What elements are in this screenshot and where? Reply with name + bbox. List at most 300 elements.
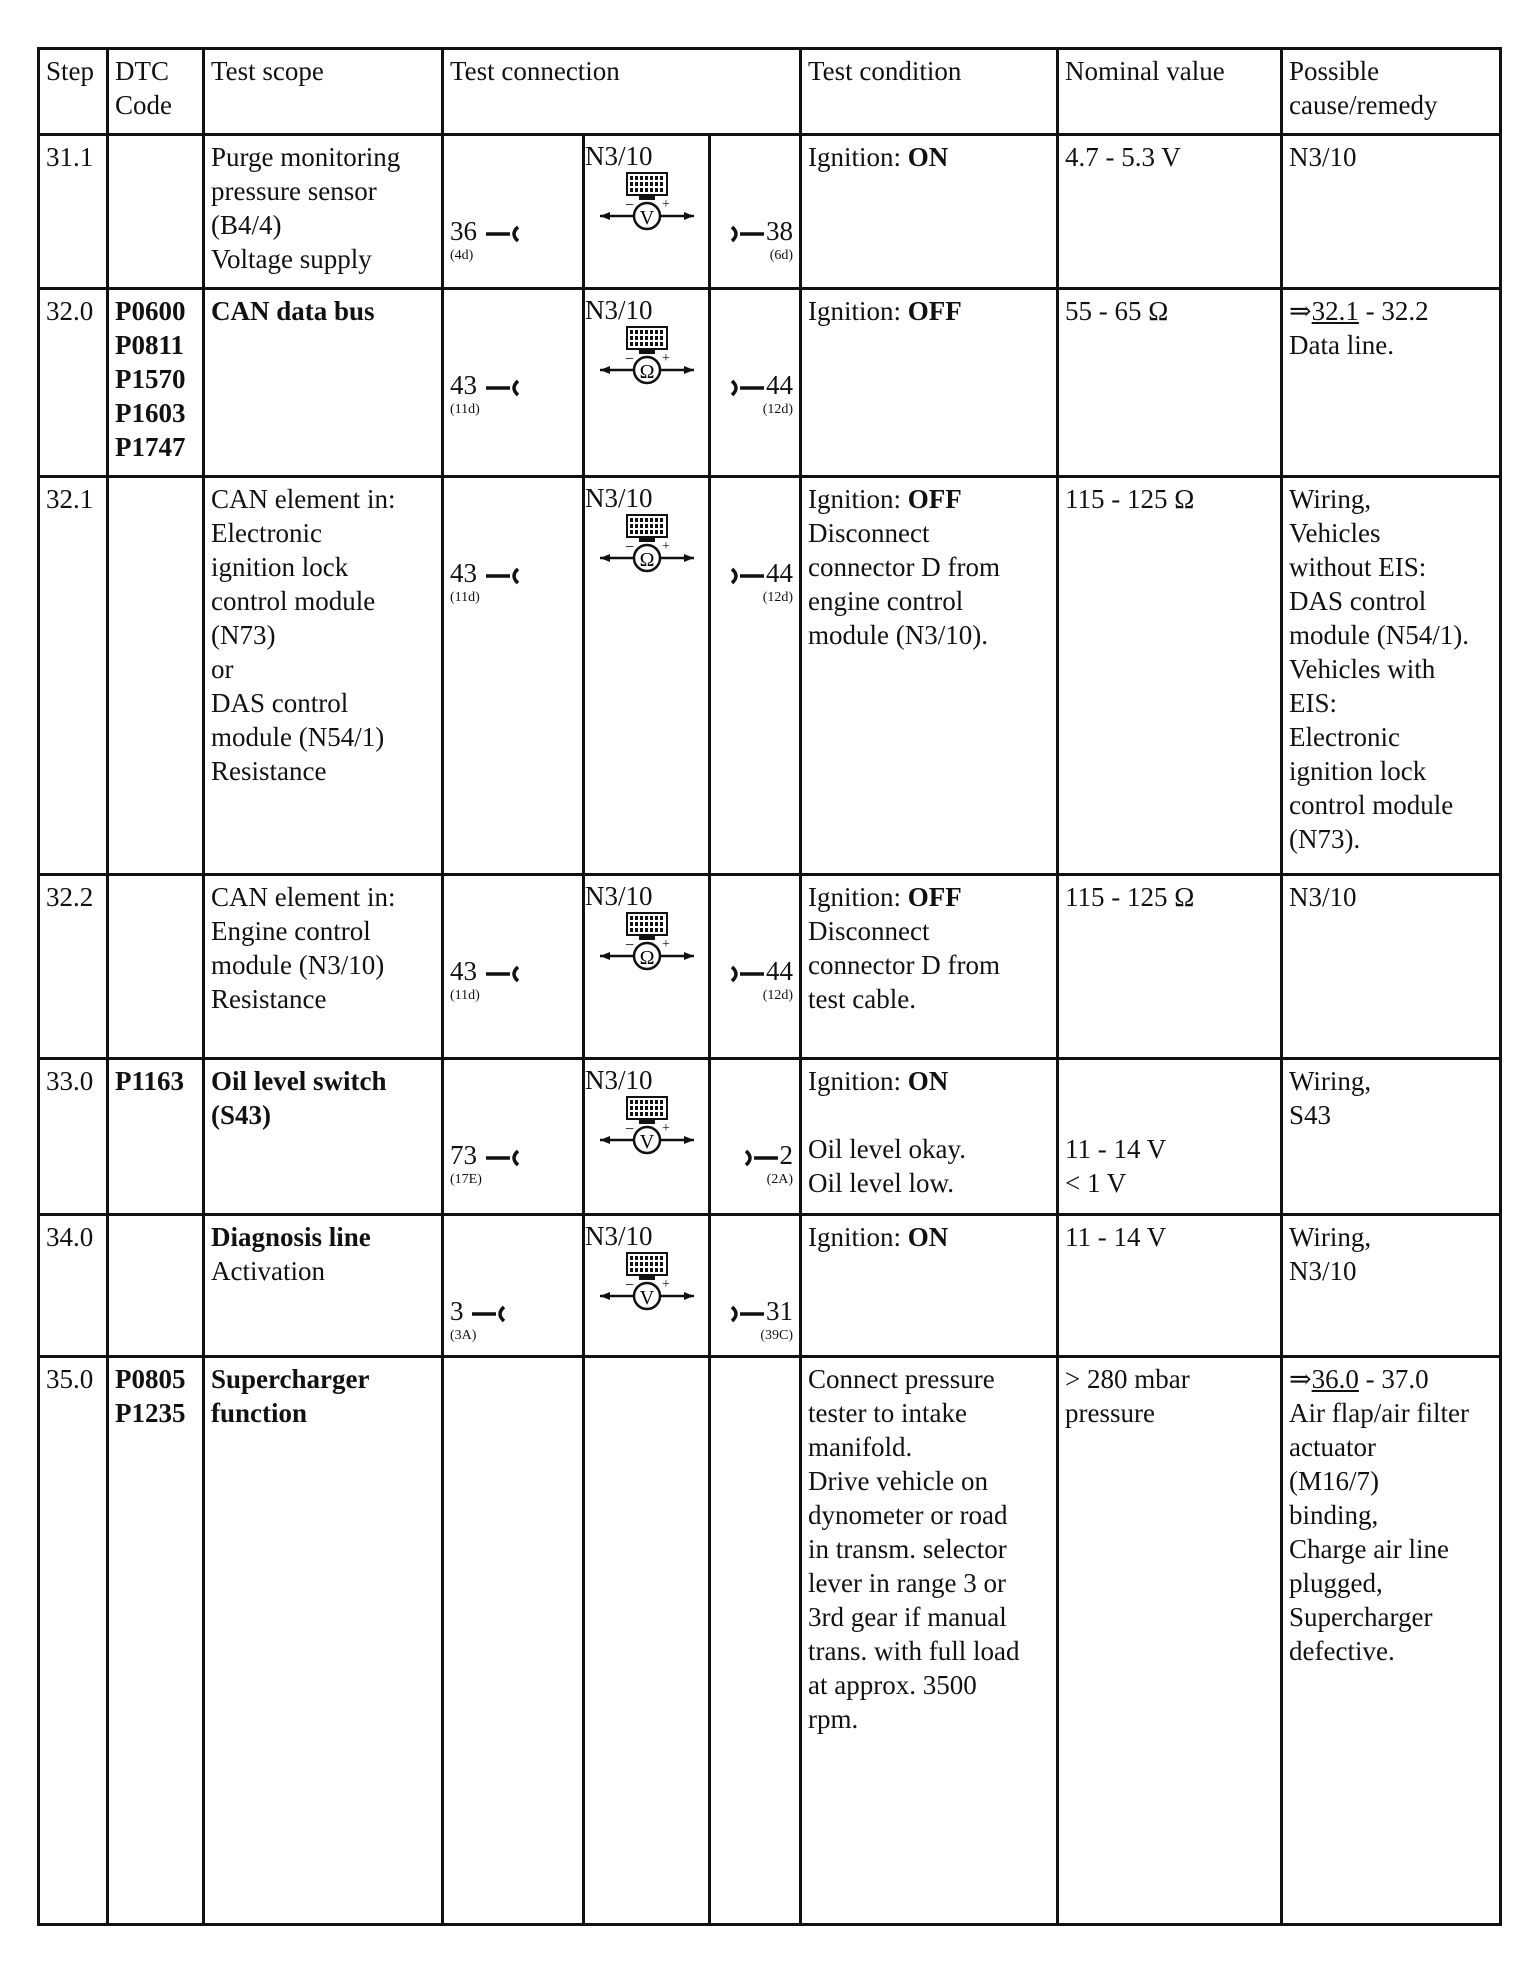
connection-left-pin-cell <box>443 1215 584 1357</box>
dtc-code: P0600 <box>115 296 186 326</box>
meter-symbol: Ω <box>639 361 654 383</box>
test-condition-line <box>808 880 1050 914</box>
test-condition-line <box>808 584 1050 618</box>
left-pin-number: 73 <box>450 1140 484 1170</box>
svg-text:−: − <box>624 539 634 556</box>
connection-right-pin-cell <box>710 1215 801 1357</box>
test-condition-line <box>808 948 1050 982</box>
cause-segment: without EIS: <box>1289 552 1427 582</box>
possible-cause-cell <box>1282 1215 1501 1357</box>
test-lead-plug-icon <box>484 1148 522 1168</box>
condition-segment: Oil level okay. <box>808 1134 966 1164</box>
test-lead-plug-icon <box>484 224 522 244</box>
possible-cause-cell <box>1282 1059 1501 1215</box>
cause-segment: Air flap/air filter <box>1289 1398 1469 1428</box>
possible-cause-line <box>1289 482 1493 516</box>
control-module-meter-icon <box>592 1252 702 1314</box>
right-pin <box>728 214 793 264</box>
connection-left-pin-cell <box>443 1357 584 1925</box>
cause-segment: - 37.0 <box>1358 1364 1429 1394</box>
test-scope-line: Resistance <box>211 984 327 1014</box>
right-pin-number: 38 <box>766 216 794 246</box>
cause-segment: (N73). <box>1289 824 1361 854</box>
possible-cause-line <box>1289 1430 1493 1464</box>
test-condition-line <box>808 1532 1050 1566</box>
possible-cause-line <box>1289 1532 1493 1566</box>
left-pin <box>450 556 522 606</box>
right-pin-number: 2 <box>779 1140 794 1170</box>
possible-cause-line <box>1289 1464 1493 1498</box>
possible-cause-line <box>1289 1600 1493 1634</box>
module-label: N3/10 <box>585 483 653 513</box>
connection-module-cell <box>584 875 710 1059</box>
possible-cause-line <box>1289 1396 1493 1430</box>
meter-symbol: Ω <box>639 549 654 571</box>
test-scope-line: Voltage supply <box>211 244 372 274</box>
cause-segment: Wiring, <box>1289 1222 1372 1252</box>
possible-cause-line <box>1289 1566 1493 1600</box>
dtc-code: P1235 <box>115 1398 186 1428</box>
cause-segment: Vehicles <box>1289 518 1381 548</box>
nominal-value-line: 4.7 - 5.3 V <box>1065 142 1181 172</box>
cause-segment: plugged, <box>1289 1568 1383 1598</box>
left-pin-number: 43 <box>450 370 484 400</box>
meter-symbol: V <box>639 1287 654 1309</box>
header-nominal-value: Nominal value <box>1058 49 1282 135</box>
cause-segment: Electronic <box>1289 722 1400 752</box>
test-scope-line: CAN element in: <box>211 484 396 514</box>
connection-right-pin-cell <box>710 875 801 1059</box>
nominal-value-line: 11 - 14 V <box>1065 1222 1167 1252</box>
test-scope-line: Activation <box>211 1256 325 1286</box>
condition-segment: at approx. 3500 <box>808 1670 977 1700</box>
condition-segment: Ignition: <box>808 1222 908 1252</box>
right-pin-number: 31 <box>766 1296 794 1326</box>
step-cell: 33.0 <box>39 1059 108 1215</box>
cause-segment: ⇒ <box>1289 296 1312 326</box>
dtc-code: P1747 <box>115 432 186 462</box>
connection-right-pin-cell <box>710 1059 801 1215</box>
control-module-meter-icon <box>592 514 702 576</box>
test-condition-line <box>808 1702 1050 1736</box>
condition-segment: connector D from <box>808 950 1000 980</box>
test-scope-line: Diagnosis line <box>211 1222 371 1252</box>
cause-segment: Wiring, <box>1289 1066 1372 1096</box>
nominal-value-cell <box>1058 289 1282 477</box>
possible-cause-line <box>1289 754 1493 788</box>
connection-module-cell <box>584 1059 710 1215</box>
svg-text:−: − <box>624 937 634 954</box>
svg-text:−: − <box>624 351 634 368</box>
condition-segment: manifold. <box>808 1432 913 1462</box>
test-condition-cell <box>801 1357 1058 1925</box>
header-row <box>39 49 1501 135</box>
header-test-scope: Test scope <box>204 49 443 135</box>
test-lead-plug-icon <box>470 1304 508 1324</box>
test-scope-line: DAS control <box>211 688 349 718</box>
left-pin-socket: (17E) <box>450 1172 482 1187</box>
connection-module-cell <box>584 135 710 289</box>
test-condition-line <box>808 1464 1050 1498</box>
test-scope-line: (B4/4) <box>211 210 282 240</box>
condition-segment: OFF <box>907 882 962 912</box>
nominal-value-line <box>1065 1098 1274 1132</box>
dtc-cell <box>108 1059 204 1215</box>
right-pin <box>728 954 793 1004</box>
meter-symbol: V <box>639 1131 654 1153</box>
condition-segment: Connect pressure <box>808 1364 995 1394</box>
possible-cause-line <box>1289 1362 1493 1396</box>
cause-segment: - 32.2 <box>1358 296 1429 326</box>
control-module-meter-icon <box>592 326 702 388</box>
left-pin <box>450 1138 522 1188</box>
table-row <box>39 289 1501 477</box>
possible-cause-line <box>1289 294 1493 328</box>
possible-cause-line <box>1289 1220 1493 1254</box>
test-condition-line <box>808 516 1050 550</box>
svg-text:−: − <box>624 197 634 214</box>
test-scope-line: Electronic <box>211 518 322 548</box>
left-pin-number: 43 <box>450 956 484 986</box>
step-cell: 31.1 <box>39 135 108 289</box>
condition-segment: module (N3/10). <box>808 620 989 650</box>
left-pin <box>450 1294 508 1344</box>
test-condition-line <box>808 914 1050 948</box>
test-condition-line <box>808 1668 1050 1702</box>
cause-segment: Vehicles with <box>1289 654 1436 684</box>
possible-cause-line <box>1289 516 1493 550</box>
test-scope-cell <box>204 1215 443 1357</box>
svg-text:+: + <box>661 539 670 554</box>
condition-segment: ON <box>907 1222 949 1252</box>
possible-cause-cell <box>1282 875 1501 1059</box>
connection-right-pin-cell <box>710 135 801 289</box>
dtc-code: P0811 <box>115 330 185 360</box>
step-cell: 32.2 <box>39 875 108 1059</box>
nominal-value-line: pressure <box>1065 1398 1155 1428</box>
test-scope-line: Supercharger <box>211 1364 370 1394</box>
possible-cause-line <box>1289 788 1493 822</box>
possible-cause-line <box>1289 328 1493 362</box>
condition-segment: test cable. <box>808 984 916 1014</box>
possible-cause-line <box>1289 822 1493 856</box>
condition-segment: Drive vehicle on <box>808 1466 988 1496</box>
svg-text:−: − <box>624 1277 634 1294</box>
svg-text:+: + <box>661 937 670 952</box>
table-row <box>39 1357 1501 1925</box>
condition-segment: engine control <box>808 586 964 616</box>
condition-segment: Ignition: <box>808 1066 908 1096</box>
cause-segment: (M16/7) <box>1289 1466 1380 1496</box>
left-pin <box>450 214 522 264</box>
possible-cause-line <box>1289 686 1493 720</box>
header-step: Step <box>39 49 108 135</box>
condition-segment: in transm. selector <box>808 1534 1007 1564</box>
condition-segment: Ignition: <box>808 882 908 912</box>
nominal-value-line: < 1 V <box>1065 1168 1127 1198</box>
svg-text:+: + <box>661 197 670 212</box>
test-scope-line: Purge monitoring <box>211 142 401 172</box>
test-lead-socket-icon <box>728 964 766 984</box>
condition-segment: Ignition: <box>808 142 908 172</box>
cause-segment: Data line. <box>1289 330 1394 360</box>
test-condition-line <box>808 550 1050 584</box>
right-pin-socket: (6d) <box>769 248 794 263</box>
possible-cause-cell <box>1282 1357 1501 1925</box>
table-row <box>39 135 1501 289</box>
cause-segment: Wiring, <box>1289 484 1372 514</box>
module-label: N3/10 <box>585 1065 653 1095</box>
possible-cause-line <box>1289 1064 1493 1098</box>
left-pin-socket: (4d) <box>450 248 474 263</box>
table-row <box>39 1059 1501 1215</box>
test-condition-line <box>808 1498 1050 1532</box>
right-pin-socket: (2A) <box>766 1172 794 1187</box>
control-module-meter-icon <box>592 912 702 974</box>
test-scope-line: Resistance <box>211 756 327 786</box>
test-condition-cell <box>801 875 1058 1059</box>
left-pin-number: 43 <box>450 558 484 588</box>
test-lead-socket-icon <box>728 1304 766 1324</box>
connection-right-pin-cell <box>710 1357 801 1925</box>
possible-cause-line <box>1289 618 1493 652</box>
connection-left-pin-cell <box>443 477 584 875</box>
test-lead-socket-icon <box>728 224 766 244</box>
test-condition-line <box>808 1098 1050 1132</box>
condition-segment: trans. with full load <box>808 1636 1020 1666</box>
dtc-code: P0805 <box>115 1364 186 1394</box>
test-scope-line: (S43) <box>211 1100 271 1130</box>
table-row <box>39 477 1501 875</box>
cause-segment: 36.0 <box>1311 1364 1359 1394</box>
module-label: N3/10 <box>585 1221 653 1251</box>
test-lead-socket-icon <box>728 378 766 398</box>
cause-segment: ⇒ <box>1289 1364 1312 1394</box>
connection-module-cell <box>584 289 710 477</box>
condition-segment: ON <box>907 142 949 172</box>
possible-cause-line <box>1289 1254 1493 1288</box>
condition-segment: ON <box>907 1066 949 1096</box>
test-scope-cell <box>204 135 443 289</box>
left-pin <box>450 954 522 1004</box>
condition-segment <box>808 1100 815 1130</box>
test-condition-line <box>808 1220 1050 1254</box>
cause-segment: Supercharger <box>1289 1602 1433 1632</box>
connection-left-pin-cell <box>443 875 584 1059</box>
test-scope-line: or <box>211 654 234 684</box>
cause-segment: 32.1 <box>1311 296 1359 326</box>
header-dtc: DTC Code <box>108 49 204 135</box>
nominal-value-cell <box>1058 135 1282 289</box>
condition-segment: dynometer or road <box>808 1500 1008 1530</box>
right-pin <box>728 368 793 418</box>
connection-right-pin-cell <box>710 289 801 477</box>
condition-segment: Ignition: <box>808 484 908 514</box>
cause-segment: S43 <box>1289 1100 1332 1130</box>
cause-segment: actuator <box>1289 1432 1376 1462</box>
cause-segment: defective. <box>1289 1636 1395 1666</box>
right-pin <box>728 556 793 606</box>
test-condition-cell <box>801 1215 1058 1357</box>
test-condition-line <box>808 140 1050 174</box>
connection-module-cell <box>584 1215 710 1357</box>
control-module-meter-icon <box>592 1096 702 1158</box>
condition-segment: OFF <box>907 484 962 514</box>
test-scope-cell <box>204 1357 443 1925</box>
header-test-condition: Test condition <box>801 49 1058 135</box>
nominal-value-cell <box>1058 1215 1282 1357</box>
nominal-value-line: 11 - 14 V <box>1065 1134 1167 1164</box>
right-pin <box>742 1138 794 1188</box>
test-condition-line <box>808 1064 1050 1098</box>
test-lead-socket-icon <box>742 1148 780 1168</box>
connection-left-pin-cell <box>443 1059 584 1215</box>
connection-left-pin-cell <box>443 135 584 289</box>
possible-cause-cell <box>1282 477 1501 875</box>
control-module-meter-icon <box>592 172 702 234</box>
step-cell: 32.0 <box>39 289 108 477</box>
test-scope-cell <box>204 1059 443 1215</box>
nominal-value-line: > 280 mbar <box>1065 1364 1190 1394</box>
right-pin-number: 44 <box>766 370 794 400</box>
test-scope-line: module (N54/1) <box>211 722 385 752</box>
test-scope-line: pressure sensor <box>211 176 377 206</box>
test-condition-cell <box>801 135 1058 289</box>
svg-text:+: + <box>661 1121 670 1136</box>
nominal-value-cell <box>1058 875 1282 1059</box>
test-scope-cell <box>204 289 443 477</box>
connection-module-cell <box>584 1357 710 1925</box>
cause-segment: binding, <box>1289 1500 1379 1530</box>
condition-segment: rpm. <box>808 1704 859 1734</box>
cause-segment: N3/10 <box>1289 142 1357 172</box>
possible-cause-line <box>1289 880 1493 914</box>
test-condition-line <box>808 1634 1050 1668</box>
possible-cause-line <box>1289 1498 1493 1532</box>
nominal-value-line: 55 - 65 Ω <box>1065 296 1169 326</box>
cause-segment: ignition lock <box>1289 756 1427 786</box>
module-label: N3/10 <box>585 295 653 325</box>
test-scope-line: Oil level switch <box>211 1066 387 1096</box>
test-scope-cell <box>204 875 443 1059</box>
possible-cause-cell <box>1282 289 1501 477</box>
dtc-cell <box>108 1215 204 1357</box>
test-condition-cell <box>801 477 1058 875</box>
test-lead-plug-icon <box>484 378 522 398</box>
table-row <box>39 875 1501 1059</box>
test-condition-line <box>808 1132 1050 1166</box>
test-scope-line: function <box>211 1398 308 1428</box>
left-pin-socket: (11d) <box>450 988 480 1003</box>
condition-segment: Ignition: <box>808 296 908 326</box>
test-scope-line: ignition lock <box>211 552 349 582</box>
module-label: N3/10 <box>585 881 653 911</box>
test-condition-line <box>808 1600 1050 1634</box>
connection-left-pin-cell <box>443 289 584 477</box>
module-label: N3/10 <box>585 141 653 171</box>
possible-cause-line <box>1289 140 1493 174</box>
dtc-cell <box>108 477 204 875</box>
cause-segment: DAS control <box>1289 586 1427 616</box>
condition-segment: OFF <box>907 296 962 326</box>
nominal-value-cell <box>1058 477 1282 875</box>
possible-cause-line <box>1289 652 1493 686</box>
test-scope-cell <box>204 477 443 875</box>
left-pin-number: 36 <box>450 216 484 246</box>
connection-right-pin-cell <box>710 477 801 875</box>
condition-segment: Oil level low. <box>808 1168 954 1198</box>
condition-segment: lever in range 3 or <box>808 1568 1006 1598</box>
test-condition-cell <box>801 1059 1058 1215</box>
cause-segment: N3/10 <box>1289 1256 1357 1286</box>
dtc-code: P1163 <box>115 1066 185 1096</box>
svg-text:+: + <box>661 1277 670 1292</box>
test-lead-plug-icon <box>484 566 522 586</box>
nominal-value-cell <box>1058 1059 1282 1215</box>
test-scope-line: Engine control <box>211 916 371 946</box>
test-scope-line: (N73) <box>211 620 276 650</box>
dtc-cell <box>108 289 204 477</box>
header-test-connection: Test connection <box>443 49 801 135</box>
test-condition-line <box>808 1166 1050 1200</box>
right-pin-number: 44 <box>766 956 794 986</box>
left-pin-socket: (11d) <box>450 590 480 605</box>
svg-text:+: + <box>661 351 670 366</box>
cause-segment: EIS: <box>1289 688 1338 718</box>
test-lead-plug-icon <box>484 964 522 984</box>
test-scope-line: CAN data bus <box>211 296 375 326</box>
left-pin <box>450 368 522 418</box>
test-scope-line: CAN element in: <box>211 882 396 912</box>
test-scope-line: module (N3/10) <box>211 950 385 980</box>
test-condition-line <box>808 1566 1050 1600</box>
table-row <box>39 1215 1501 1357</box>
meter-symbol: Ω <box>639 947 654 969</box>
possible-cause-cell <box>1282 135 1501 289</box>
test-condition-line <box>808 294 1050 328</box>
condition-segment: connector D from <box>808 552 1000 582</box>
condition-segment: tester to intake <box>808 1398 967 1428</box>
test-condition-line <box>808 1430 1050 1464</box>
possible-cause-line <box>1289 550 1493 584</box>
test-condition-line <box>808 982 1050 1016</box>
meter-symbol: V <box>639 207 654 229</box>
condition-segment: 3rd gear if manual <box>808 1602 1007 1632</box>
dtc-code: P1603 <box>115 398 186 428</box>
condition-segment: Disconnect <box>808 916 930 946</box>
test-condition-line <box>808 482 1050 516</box>
nominal-value-line: 115 - 125 Ω <box>1065 882 1195 912</box>
cause-segment: control module <box>1289 790 1454 820</box>
step-cell: 32.1 <box>39 477 108 875</box>
svg-text:−: − <box>624 1121 634 1138</box>
nominal-value-cell <box>1058 1357 1282 1925</box>
cause-segment: module (N54/1). <box>1289 620 1470 650</box>
nominal-value-line: 115 - 125 Ω <box>1065 484 1195 514</box>
step-cell: 34.0 <box>39 1215 108 1357</box>
dtc-cell <box>108 875 204 1059</box>
test-condition-line <box>808 618 1050 652</box>
cause-segment: Charge air line <box>1289 1534 1449 1564</box>
test-condition-line <box>808 1362 1050 1396</box>
left-pin-number: 3 <box>450 1296 471 1326</box>
possible-cause-line <box>1289 584 1493 618</box>
diagnostic-test-table <box>37 47 1502 1926</box>
condition-segment: Disconnect <box>808 518 930 548</box>
right-pin-number: 44 <box>766 558 794 588</box>
possible-cause-line <box>1289 1098 1493 1132</box>
nominal-value-line <box>1065 1064 1274 1098</box>
